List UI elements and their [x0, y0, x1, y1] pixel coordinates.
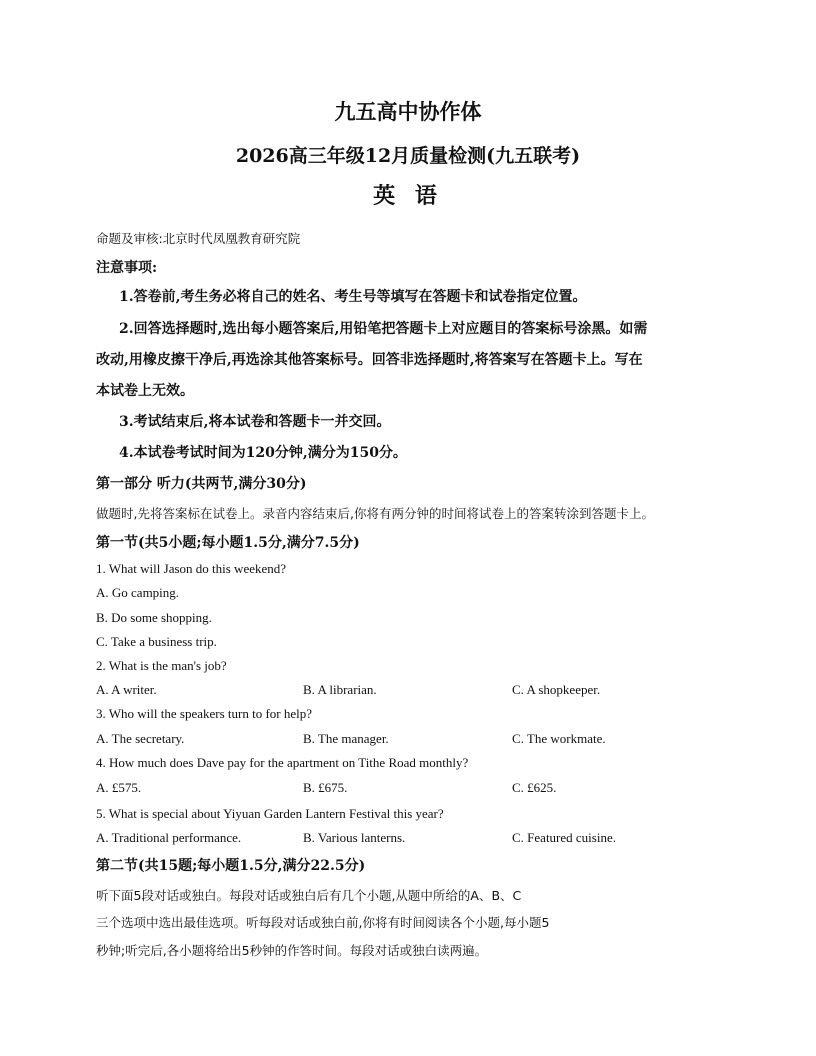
- notice-item: 4.本试卷考试时间为120分钟,满分为150分。: [119, 445, 407, 461]
- answer-option: A. £575.: [96, 780, 142, 795]
- author-line: 命题及审核:北京时代凤凰教育研究院: [96, 231, 301, 246]
- answer-option: B. The manager.: [303, 731, 389, 746]
- question-stem: 1. What will Jason do this weekend?: [96, 561, 287, 576]
- notice-item: 2.回答选择题时,选出每小题答案后,用铅笔把答题卡上对应题目的答案标号涂黑。如需: [119, 321, 648, 337]
- question-stem: 5. What is special about Yiyuan Garden Lantern Festival this year?: [96, 806, 444, 821]
- answer-option: B. £675.: [303, 780, 348, 795]
- answer-option: B. A librarian.: [303, 682, 377, 697]
- answer-option: A. Traditional performance.: [96, 830, 242, 845]
- answer-option: A. Go camping.: [96, 585, 180, 600]
- answer-option: B. Various lanterns.: [303, 830, 406, 845]
- answer-option: B. Do some shopping.: [96, 610, 212, 625]
- section2-line: 三个选项中选出最佳选项。听每段对话或独白前,你将有时间阅读各个小题,每小题5: [96, 915, 550, 930]
- org-title: 九五高中协作体: [334, 99, 482, 124]
- question-stem: 3. Who will the speakers turn to for help?: [96, 706, 313, 721]
- notice-item: 本试卷上无效。: [96, 383, 194, 399]
- answer-option: C. Featured cuisine.: [512, 830, 616, 845]
- notice-item: 1.答卷前,考生务必将自己的姓名、考生号等填写在答题卡和试卷指定位置。: [119, 289, 587, 305]
- answer-option: A. A writer.: [96, 682, 157, 697]
- subject-title: 英 语: [373, 183, 443, 209]
- answer-option: C. A shopkeeper.: [512, 682, 601, 697]
- answer-option: C. £625.: [512, 780, 557, 795]
- section1-title: 第一节(共5小题;每小题1.5分,满分7.5分): [96, 535, 360, 551]
- answer-option: C. Take a business trip.: [96, 634, 217, 649]
- section2-line: 听下面5段对话或独白。每段对话或独白后有几个小题,从题中所给的A、B、C: [96, 888, 522, 903]
- part1-title: 第一部分 听力(共两节,满分30分): [96, 476, 307, 492]
- notice-item: 3.考试结束后,将本试卷和答题卡一并交回。: [119, 414, 391, 430]
- section2-line: 秒钟;听完后,各小题将给出5秒钟的作答时间。每段对话或独白读两遍。: [96, 943, 488, 958]
- question-stem: 4. How much does Dave pay for the apartment on Tithe Road monthly?: [96, 755, 469, 770]
- notice-item: 改动,用橡皮擦干净后,再选涂其他答案标号。回答非选择题时,将答案写在答题卡上。写在: [96, 352, 643, 368]
- answer-option: C. The workmate.: [512, 731, 606, 746]
- question-stem: 2. What is the man's job?: [96, 658, 227, 673]
- answer-option: A. The secretary.: [96, 731, 185, 746]
- exam-title: 2026高三年级12月质量检测(九五联考): [235, 145, 581, 167]
- notice-title: 注意事项:: [96, 260, 158, 276]
- section2-title: 第二节(共15题;每小题1.5分,满分22.5分): [96, 858, 366, 874]
- part1-instruction: 做题时,先将答案标在试卷上。录音内容结束后,你将有两分钟的时间将试卷上的答案转涂到答题卡上。: [96, 506, 654, 521]
